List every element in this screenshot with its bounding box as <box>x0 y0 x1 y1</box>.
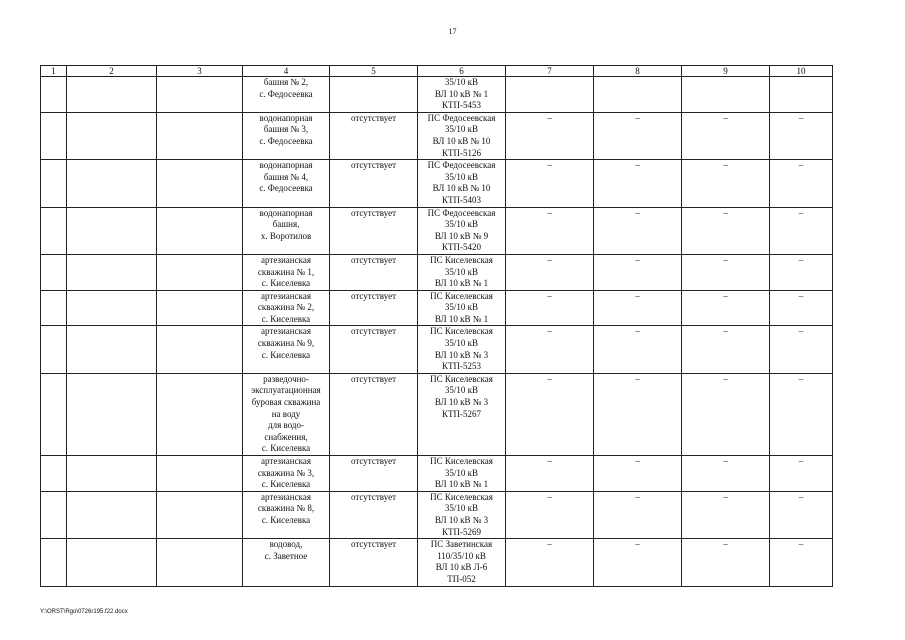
empty-cell <box>67 112 157 159</box>
object-name-line: водонапорная <box>259 112 313 123</box>
power-source-line: ВЛ 10 кВ № 10 <box>432 135 491 146</box>
power-source-line: 35/10 кВ <box>444 503 479 514</box>
object-name-line: с. Заветное <box>264 550 308 561</box>
file-path-footer: Y:\ORST\Rgo\0726r195.f22.docx <box>40 609 128 615</box>
object-name-cell <box>243 207 330 254</box>
empty-cell <box>41 160 67 207</box>
dash-cell: – <box>594 456 682 492</box>
object-name-cell <box>243 326 330 373</box>
power-source-line: 35/10 кВ <box>444 385 479 396</box>
power-source-line: 35/10 кВ <box>444 266 479 277</box>
power-source-line: ПС Федосеевская <box>427 112 496 123</box>
dash-cell: – <box>506 326 594 373</box>
power-source-line: 35/10 кВ <box>444 124 479 135</box>
header-cell: 2 <box>67 66 157 77</box>
dash-cell: – <box>594 160 682 207</box>
object-name-line: на воду <box>271 408 301 419</box>
power-source-line: ПС Киселевская <box>430 254 493 265</box>
dash-cell: – <box>594 373 682 455</box>
empty-cell <box>67 539 157 586</box>
header-cell: 8 <box>594 66 682 77</box>
empty-cell <box>41 326 67 373</box>
status-cell: отсутствует <box>330 491 418 538</box>
status-cell: отсутствует <box>330 539 418 586</box>
table-row <box>41 77 833 113</box>
header-cell: 5 <box>330 66 418 77</box>
empty-cell <box>41 77 67 113</box>
dash-cell: – <box>594 491 682 538</box>
power-source-line: ПС Федосеевская <box>427 207 496 218</box>
dash-cell: – <box>770 207 833 254</box>
dash-cell: – <box>770 290 833 326</box>
dash-cell: – <box>594 112 682 159</box>
object-name-line: с. Федосеевка <box>259 183 313 194</box>
power-source-line: ПС Киселевская <box>430 290 493 301</box>
table-row <box>41 290 833 326</box>
empty-cell <box>41 112 67 159</box>
empty-cell <box>157 491 243 538</box>
status-cell: отсутствует <box>330 326 418 373</box>
power-source-line: 35/10 кВ <box>444 467 479 478</box>
dash-cell: – <box>770 539 833 586</box>
header-cell: 3 <box>157 66 243 77</box>
object-name-line: водонапорная <box>259 160 313 171</box>
dash-cell: – <box>506 539 594 586</box>
power-source-line: ВЛ 10 кВ № 1 <box>434 278 489 289</box>
empty-cell <box>67 254 157 290</box>
empty-cell <box>67 326 157 373</box>
object-name-line: с. Киселевка <box>261 514 311 525</box>
power-source-cell <box>418 77 506 113</box>
object-name-line: скважина № 1, <box>257 266 315 277</box>
object-name-line: башня, <box>272 219 300 230</box>
object-name-line: эксплуатационная <box>251 385 321 396</box>
power-source-cell <box>418 456 506 492</box>
object-name-line: с. Федосеевка <box>259 88 313 99</box>
empty-cell <box>67 160 157 207</box>
empty-cell <box>67 373 157 455</box>
object-name-line: с. Федосеевка <box>259 135 313 146</box>
power-source-cell <box>418 207 506 254</box>
power-source-line: 35/10 кВ <box>444 302 479 313</box>
header-cell: 4 <box>243 66 330 77</box>
power-source-line: ВЛ 10 кВ № 10 <box>432 183 491 194</box>
power-source-line: ВЛ 10 кВ Л-6 <box>435 562 488 573</box>
power-source-line: КТП-5267 <box>442 408 481 419</box>
power-source-line: ВЛ 10 кВ № 3 <box>434 514 489 525</box>
object-name-cell <box>243 160 330 207</box>
object-name-line: буровая скважина <box>251 397 321 408</box>
dash-cell: – <box>770 112 833 159</box>
table-row <box>41 491 833 538</box>
dash-cell: – <box>770 456 833 492</box>
power-source-cell <box>418 254 506 290</box>
header-row <box>41 66 833 77</box>
empty-cell <box>157 160 243 207</box>
empty-cell <box>67 207 157 254</box>
dash-cell: – <box>506 373 594 455</box>
object-name-line: скважина № 2, <box>257 302 315 313</box>
table-row <box>41 160 833 207</box>
dash-cell <box>506 77 594 113</box>
power-source-cell <box>418 290 506 326</box>
object-name-cell <box>243 290 330 326</box>
status-cell: отсутствует <box>330 160 418 207</box>
dash-cell: – <box>506 456 594 492</box>
power-source-line: КТП-5126 <box>442 147 481 158</box>
power-source-line: ВЛ 10 кВ № 1 <box>434 479 489 490</box>
object-name-line: снабжения, <box>264 431 308 442</box>
status-cell: отсутствует <box>330 112 418 159</box>
power-source-line: ПС Заветинская <box>430 539 493 550</box>
power-source-line: ТП-052 <box>447 573 476 584</box>
object-name-line: х. Воротилов <box>260 230 312 241</box>
empty-cell <box>67 491 157 538</box>
object-name-line: с. Киселевка <box>261 313 311 324</box>
empty-cell <box>41 491 67 538</box>
power-source-line: 35/10 кВ <box>444 338 479 349</box>
table-row <box>41 254 833 290</box>
status-cell: отсутствует <box>330 373 418 455</box>
status-cell <box>330 77 418 113</box>
dash-cell: – <box>682 290 770 326</box>
power-source-line: ВЛ 10 кВ № 3 <box>434 349 489 360</box>
object-name-cell <box>243 254 330 290</box>
power-source-cell <box>418 112 506 159</box>
power-source-line: ПС Киселевская <box>430 456 493 466</box>
power-source-cell <box>418 491 506 538</box>
dash-cell: – <box>506 112 594 159</box>
power-source-cell <box>418 326 506 373</box>
empty-cell <box>157 207 243 254</box>
empty-cell <box>41 456 67 492</box>
empty-cell <box>67 290 157 326</box>
empty-cell <box>41 373 67 455</box>
dash-cell: – <box>594 290 682 326</box>
dash-cell: – <box>594 539 682 586</box>
status-cell: отсутствует <box>330 456 418 492</box>
dash-cell: – <box>682 160 770 207</box>
power-source-line: ПС Киселевская <box>430 373 493 384</box>
dash-cell: – <box>594 326 682 373</box>
dash-cell: – <box>682 112 770 159</box>
table-row <box>41 456 833 492</box>
power-source-line: КТП-5420 <box>442 242 481 253</box>
object-name-line: артезианская <box>261 456 311 466</box>
table-row <box>41 539 833 586</box>
object-name-line: с. Киселевка <box>261 349 311 360</box>
empty-cell <box>41 207 67 254</box>
status-cell: отсутствует <box>330 207 418 254</box>
dash-cell: – <box>770 160 833 207</box>
empty-cell <box>67 77 157 113</box>
dash-cell: – <box>770 254 833 290</box>
power-source-line: 35/10 кВ <box>444 77 479 87</box>
table-row <box>41 207 833 254</box>
empty-cell <box>157 326 243 373</box>
dash-cell: – <box>770 326 833 373</box>
power-source-line: ПС Федосеевская <box>427 160 496 171</box>
table-row <box>41 326 833 373</box>
object-name-line: скважина № 8, <box>257 503 315 514</box>
power-source-line: КТП-5253 <box>442 361 481 372</box>
power-source-cell <box>418 373 506 455</box>
object-name-line: с. Киселевка <box>261 479 311 490</box>
power-source-line: ВЛ 10 кВ № 1 <box>434 313 489 324</box>
dash-cell: – <box>770 491 833 538</box>
object-name-line: разведочно- <box>263 373 309 384</box>
dash-cell: – <box>506 254 594 290</box>
dash-cell: – <box>506 290 594 326</box>
dash-cell: – <box>506 160 594 207</box>
dash-cell: – <box>682 456 770 492</box>
object-name-line: скважина № 9, <box>257 338 315 349</box>
empty-cell <box>67 456 157 492</box>
dash-cell: – <box>682 539 770 586</box>
object-name-line: с. Киселевка <box>261 278 311 289</box>
dash-cell <box>594 77 682 113</box>
dash-cell: – <box>682 254 770 290</box>
dash-cell: – <box>682 207 770 254</box>
power-source-line: КТП-5269 <box>442 526 481 537</box>
object-name-line: башня № 3, <box>263 124 309 135</box>
object-name-line: артезианская <box>261 491 311 502</box>
power-source-line: КТП-5403 <box>442 194 481 205</box>
power-source-cell <box>418 539 506 586</box>
dash-cell: – <box>770 373 833 455</box>
empty-cell <box>41 290 67 326</box>
dash-cell: – <box>682 491 770 538</box>
empty-cell <box>157 373 243 455</box>
table-body <box>41 77 833 587</box>
power-source-line: ВЛ 10 кВ № 3 <box>434 397 489 408</box>
dash-cell: – <box>506 491 594 538</box>
header-cell: 10 <box>770 66 833 77</box>
table-row <box>41 112 833 159</box>
dash-cell: – <box>594 254 682 290</box>
dash-cell <box>682 77 770 113</box>
dash-cell: – <box>594 207 682 254</box>
power-source-cell <box>418 160 506 207</box>
empty-cell <box>157 290 243 326</box>
object-name-line: артезианская <box>261 326 311 337</box>
power-source-line: 35/10 кВ <box>444 219 479 230</box>
power-source-line: 35/10 кВ <box>444 171 479 182</box>
object-name-line: с. Киселевка <box>261 443 311 454</box>
power-source-line: ПС Киселевская <box>430 326 493 337</box>
object-name-cell <box>243 373 330 455</box>
document-table <box>40 65 833 587</box>
object-name-line: артезианская <box>261 290 311 301</box>
header-cell: 1 <box>41 66 67 77</box>
object-name-line: башня № 2, <box>263 77 309 87</box>
dash-cell: – <box>682 373 770 455</box>
empty-cell <box>157 539 243 586</box>
power-source-line: КТП-5453 <box>442 100 481 111</box>
status-cell: отсутствует <box>330 290 418 326</box>
power-source-line: 110/35/10 кВ <box>437 550 486 561</box>
empty-cell <box>157 112 243 159</box>
power-source-line: ПС Киселевская <box>430 491 493 502</box>
empty-cell <box>157 456 243 492</box>
object-name-cell <box>243 112 330 159</box>
dash-cell: – <box>506 207 594 254</box>
object-name-line: скважина № 3, <box>257 467 315 478</box>
power-source-line: ВЛ 10 кВ № 1 <box>434 88 489 99</box>
header-cell: 6 <box>418 66 506 77</box>
object-name-cell <box>243 539 330 586</box>
status-cell: отсутствует <box>330 254 418 290</box>
object-name-cell <box>243 491 330 538</box>
empty-cell <box>41 254 67 290</box>
object-name-line: водонапорная <box>259 207 313 218</box>
object-name-line: водовод, <box>269 539 303 550</box>
object-name-cell <box>243 456 330 492</box>
table-row <box>41 373 833 455</box>
object-name-line: для водо- <box>268 420 304 431</box>
empty-cell <box>157 77 243 113</box>
header-cell: 7 <box>506 66 594 77</box>
dash-cell <box>770 77 833 113</box>
object-name-cell <box>243 77 330 113</box>
object-name-line: башня № 4, <box>263 171 309 182</box>
header-cell: 9 <box>682 66 770 77</box>
power-source-line: ВЛ 10 кВ № 9 <box>434 230 489 241</box>
page-number: 17 <box>448 27 457 36</box>
empty-cell <box>41 539 67 586</box>
dash-cell: – <box>682 326 770 373</box>
object-name-line: артезианская <box>261 254 311 265</box>
empty-cell <box>157 254 243 290</box>
